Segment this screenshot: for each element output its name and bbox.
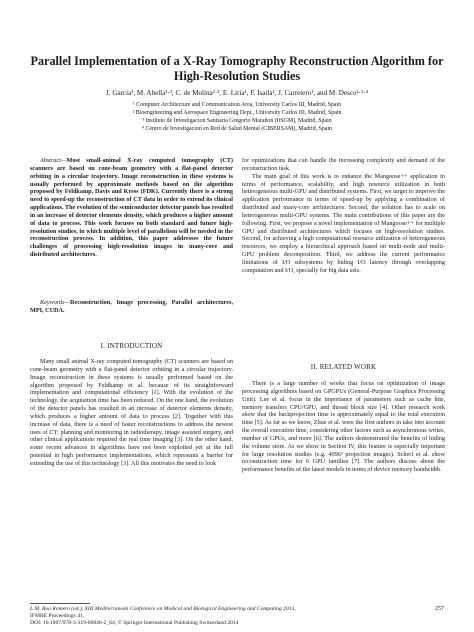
keywords-text: Reconstruction, Image processing, Parallel architectures, MPI, CUDA. — [30, 299, 233, 314]
introduction-text: Many small animal X-ray computed tomography (CT) scanners are based on cone-beam geometry with a flat-panel detector orbiting in a circular trajectory. Image reconstruction in these systems is usually performed based on the algorithm proposed by Feldkamp et al. because of its straightforward implementation and computational efficiency [1]. With the evolution of the technology, the acquisition time has been reduced. On the one hand, the evolution of the detector panels has resulted in an increase of detector elements density, which produces a higher amount of data to process [2]. Together with this increase of data, there is a need of faster reconstructions to address the newest uses of CT: planning and monitoring in radiotherapy, image assisted surgery, and other clinical applications required the real time imaging [3]. On the other hand, some recent advances in algorithms have not been exploited yet at the full potential in high performance implementations, which represents a barrier for extending the use of this technology [3]. All this motivates the need to look — [30, 358, 233, 467]
affiliation-3: ³ Instituto de Investigacion Sanitaria Gregorio Marañon (IiSGM), Madrid, Spain — [142, 118, 332, 124]
affiliation-1: ¹ Computer Architecture and Communication Area, University Carlos III, Madrid, Spain — [132, 102, 342, 108]
right-column-intro — [242, 157, 445, 275]
section-heading-related-work: II. RELATED WORK — [310, 363, 377, 371]
abstract-text: Most small-animal X-ray computed tomography (CT) scanners are based on cone-beam geometry with a flat-panel detector orbiting in a circular trajectory. Image reconstruction in these systems is usually performed by approximate methods based on the algorithm proposed by Feldkamp, Davis and Kress (FDK). Currently there is a strong need to speed-up the reconstruction of CT data in order to extend its clinical applications. The evolution of the semiconductor detector panels has resulted in an increase of detector elements density, which produces a higher amount of data to process. This work focuses on both standard and future high-resolution studies, in which multiple level of parallelism will be needed in the reconstruction process. In addition, this paper addresses the future challenges of processing high-resolution images in many-core and distributed architectures. — [30, 157, 233, 259]
footer-citation: L.M. Roa Romero (ed.), XIII Mediterranean Conference on Medical and Biological Engineering and Computing 2013, — [30, 606, 296, 612]
affiliation-4: ⁴ Centro de Investigacion en Red de Salud Mental (CIBERSAM), Madrid, Spain — [141, 126, 333, 132]
footer-divider — [30, 603, 90, 604]
section-heading-introduction: I. INTRODUCTION — [100, 342, 163, 350]
footer — [30, 606, 444, 627]
related-work-text: There is a large number of works that focus on optimization of image processing algorithms based on GPGPUs (General-Purpose Graphics Processing Unit). Lee et al. focus in the importance of parameters such as cache hits, memory transfers CPU/GPU, and thread block size [4]. Other research work show that the backprojection time is approximately equal to the total execution time [5]. As far as we know, Zhue et al. were the first authors in take into account the overall execution time, considering other factors such as asynchronous writes, number of GPUs, and more [6]. The authors demonstrated the benefits of hiding the volume store. As we show in Section IV, this feature is especially important for large resolution studies (e.g. 4096³ projection images). Scherl et al. show reconstruction time for 6 GPU families [7]. The authors discuss about the performance benefits of the latest models in terms of device memory bandwidth. — [242, 380, 445, 474]
abstract-label: Abstract— — [40, 157, 67, 164]
footer-proceedings: IFMBE Proceedings 41, — [30, 613, 85, 619]
footer-doi: DOI: 10.1007/978-3-319-00846-2_64, © Springer International Publishing Switzerland 2014 — [30, 620, 239, 626]
paper-title: Parallel Implementation of a X-Ray Tomography Reconstruction Algorithm for High-Resolution Studies — [30, 54, 444, 83]
author-list: J. Garcia¹, M. Abella²·³, C. de Molina²·³, E. Liria¹, F. Isaila¹, J. Carretero¹, and M. Desco²·³·⁴ — [106, 89, 368, 97]
intro-continuation: for optimizations that can handle the increasing complexity and demand of the reconstruction task. — [242, 157, 445, 172]
intro-goal-paragraph: The main goal of this work is to enhance the Mangoose++ application in terms of performance, scalability, and high resource utilization in both heterogeneous multi-GPU and distributed systems. First, we target to improve the application performance in terms of speed-up by applying a combination of distributed and many-core architectures. Second, the solution has to scale on heterogeneous multi-GPU systems. The main contributions of this paper are the following. First, we propose a novel implementation of Mangoose++ for multiple GPU and distributed architectures which focuses on high-resolution studies. Second, for achieving a high computational resource utilization of heterogeneous resources, we employ a hierarchical approach based on multi-node and multi-GPU problem decomposition. Third, we address the current performance limitations of I/O subsystems by hiding I/O latency through overlapping computation and I/O, specially for big data sets. — [242, 172, 445, 274]
abstract — [30, 157, 233, 259]
affiliation-2: ² Bioengineering and Aerospace Engineering Dept., University Carlos III, Madrid, Spain — [132, 110, 342, 116]
page-number: 257 — [435, 606, 444, 612]
keywords — [30, 299, 233, 315]
related-work-paragraph — [242, 380, 445, 474]
keywords-label: Keywords— — [40, 299, 71, 306]
introduction-paragraph — [30, 358, 233, 468]
